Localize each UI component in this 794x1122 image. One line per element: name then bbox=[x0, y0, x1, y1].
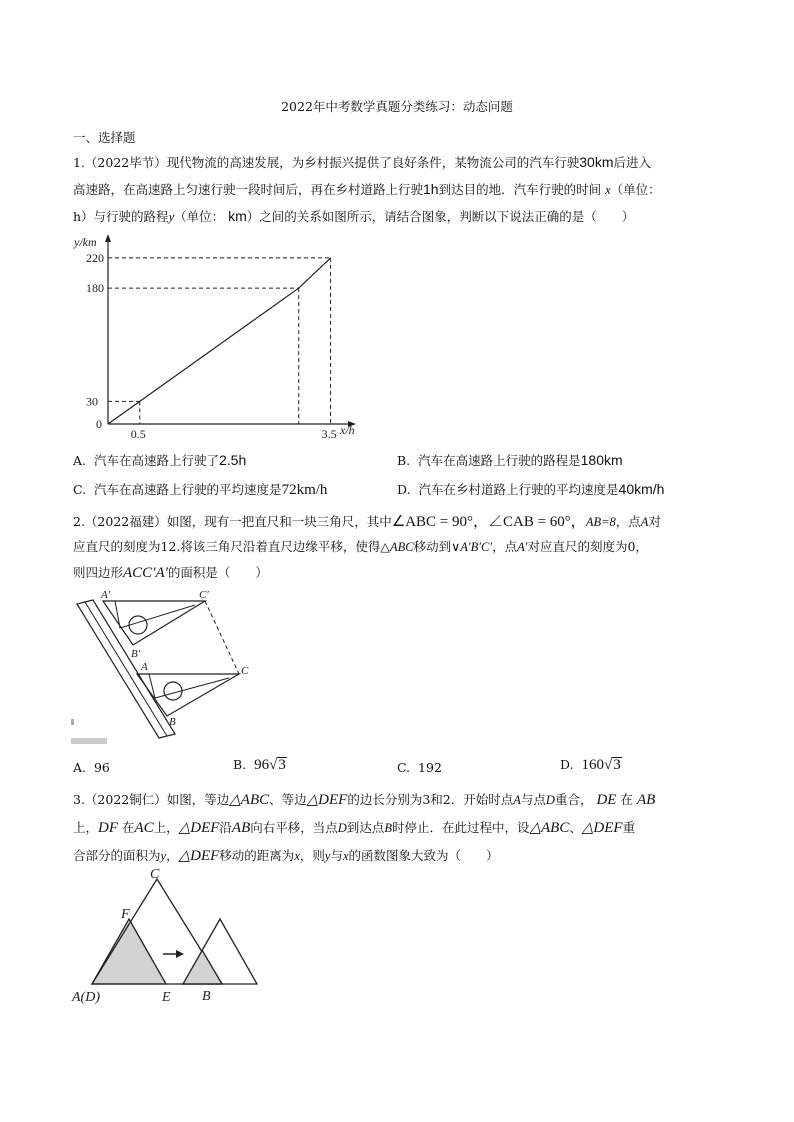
q1-option-d[interactable]: D. 汽车在乡村道路上行驶的平均速度是40km/h bbox=[397, 481, 665, 497]
q2-line1: 2.（2022福建）如图，现有一把直尺和一块三角尺，其中∠ABC = 90°，∠CAB = 60°，AB=8，点A对 bbox=[73, 514, 661, 530]
label-b: B bbox=[202, 989, 211, 1004]
q3-triangles-figure bbox=[70, 866, 270, 1006]
q1-line1: 1.（2022毕节）现代物流的高速发展，为乡村振兴提供了良好条件，某物流公司的汽车行驶30km后进入 bbox=[73, 154, 651, 170]
y-tick-label: 180 bbox=[86, 281, 104, 296]
q1-option-a[interactable]: A. 汽车在高速路上行驶了2.5h bbox=[73, 452, 247, 468]
q1-line3: h）与行驶的路程y（单位： km）之间的关系如图所示，请结合图象，判断以下说法正确的是（ ） bbox=[73, 208, 635, 224]
q2-option-b[interactable]: B. 96√3 bbox=[233, 757, 286, 773]
label-ad: A(D) bbox=[72, 990, 100, 1005]
y-axis-label: y/km bbox=[74, 235, 97, 249]
origin-label: 0 bbox=[96, 417, 102, 431]
q3-line3: 合部分的面积为y，△DEF移动的距离为x，则y与x的函数图象大致为（ ） bbox=[73, 848, 499, 864]
q3-line2: 上，DF 在AC上，△DEF沿AB向右平移，当点D到达点B时停止．在此过程中，设△ABC、△DEF重 bbox=[73, 820, 636, 836]
triangle-abc bbox=[137, 674, 239, 716]
overlap-region bbox=[183, 950, 222, 984]
q2-option-c[interactable]: C. 192 bbox=[397, 760, 442, 775]
label-c: C bbox=[150, 867, 160, 882]
label-c1: C′ bbox=[199, 589, 209, 601]
q1-line2: 高速路，在高速路上匀速行驶一段时间后，再在乡村道路上行驶1h到达目的地．汽车行驶的时间 x（单位： bbox=[73, 181, 661, 197]
label-f: F bbox=[121, 907, 130, 922]
section-heading: 一、选择题 bbox=[73, 130, 136, 145]
q1-option-c[interactable]: C. 汽车在高速路上行驶的平均速度是72km/h bbox=[73, 482, 328, 498]
label-b1: B′ bbox=[131, 648, 141, 660]
y-tick-label: 220 bbox=[86, 250, 104, 265]
label-b: B bbox=[169, 716, 176, 728]
label-e: E bbox=[162, 990, 171, 1005]
q2-line3: 则四边形ACC′A′的面积是（ ） bbox=[73, 565, 268, 581]
x-tick-label: 0.5 bbox=[130, 427, 146, 441]
x-tick-label: 3.5 bbox=[321, 427, 337, 441]
q1-line-chart bbox=[70, 230, 360, 445]
series-line bbox=[108, 258, 331, 424]
q2-ruler-triangle-figure bbox=[65, 588, 265, 748]
y-tick-label: 30 bbox=[86, 394, 98, 409]
label-a1: A′ bbox=[101, 589, 111, 601]
x-axis-label: x/h bbox=[340, 423, 355, 437]
q2-option-d[interactable]: D. 160√3 bbox=[560, 757, 621, 773]
q3-line1: 3.（2022铜仁）如图，等边△ABC、等边△DEF的边长分别为3和2．开始时点A与点D重合， DE 在 AB bbox=[73, 792, 656, 808]
label-c: C bbox=[241, 665, 249, 677]
q2-option-a[interactable]: A. 96 bbox=[73, 760, 110, 775]
y-axis-arrow bbox=[105, 234, 111, 242]
q2-line2: 应直尺的刻度为12.将该三角尺沿着直尺边缘平移，使得△ABC移动到∨A′B′C′，点A′对应直尺的刻度为0， bbox=[73, 539, 648, 554]
q1-option-b[interactable]: B. 汽车在高速路上行驶的路程是180km bbox=[397, 452, 623, 468]
triangle-hole-upper bbox=[129, 616, 147, 634]
triangle-a1b1c1 bbox=[103, 601, 205, 645]
triangle-def-shaded bbox=[92, 919, 166, 984]
label-a: A bbox=[141, 661, 148, 673]
page-title: 2022年中考数学真题分类练习：动态问题 bbox=[281, 99, 513, 114]
